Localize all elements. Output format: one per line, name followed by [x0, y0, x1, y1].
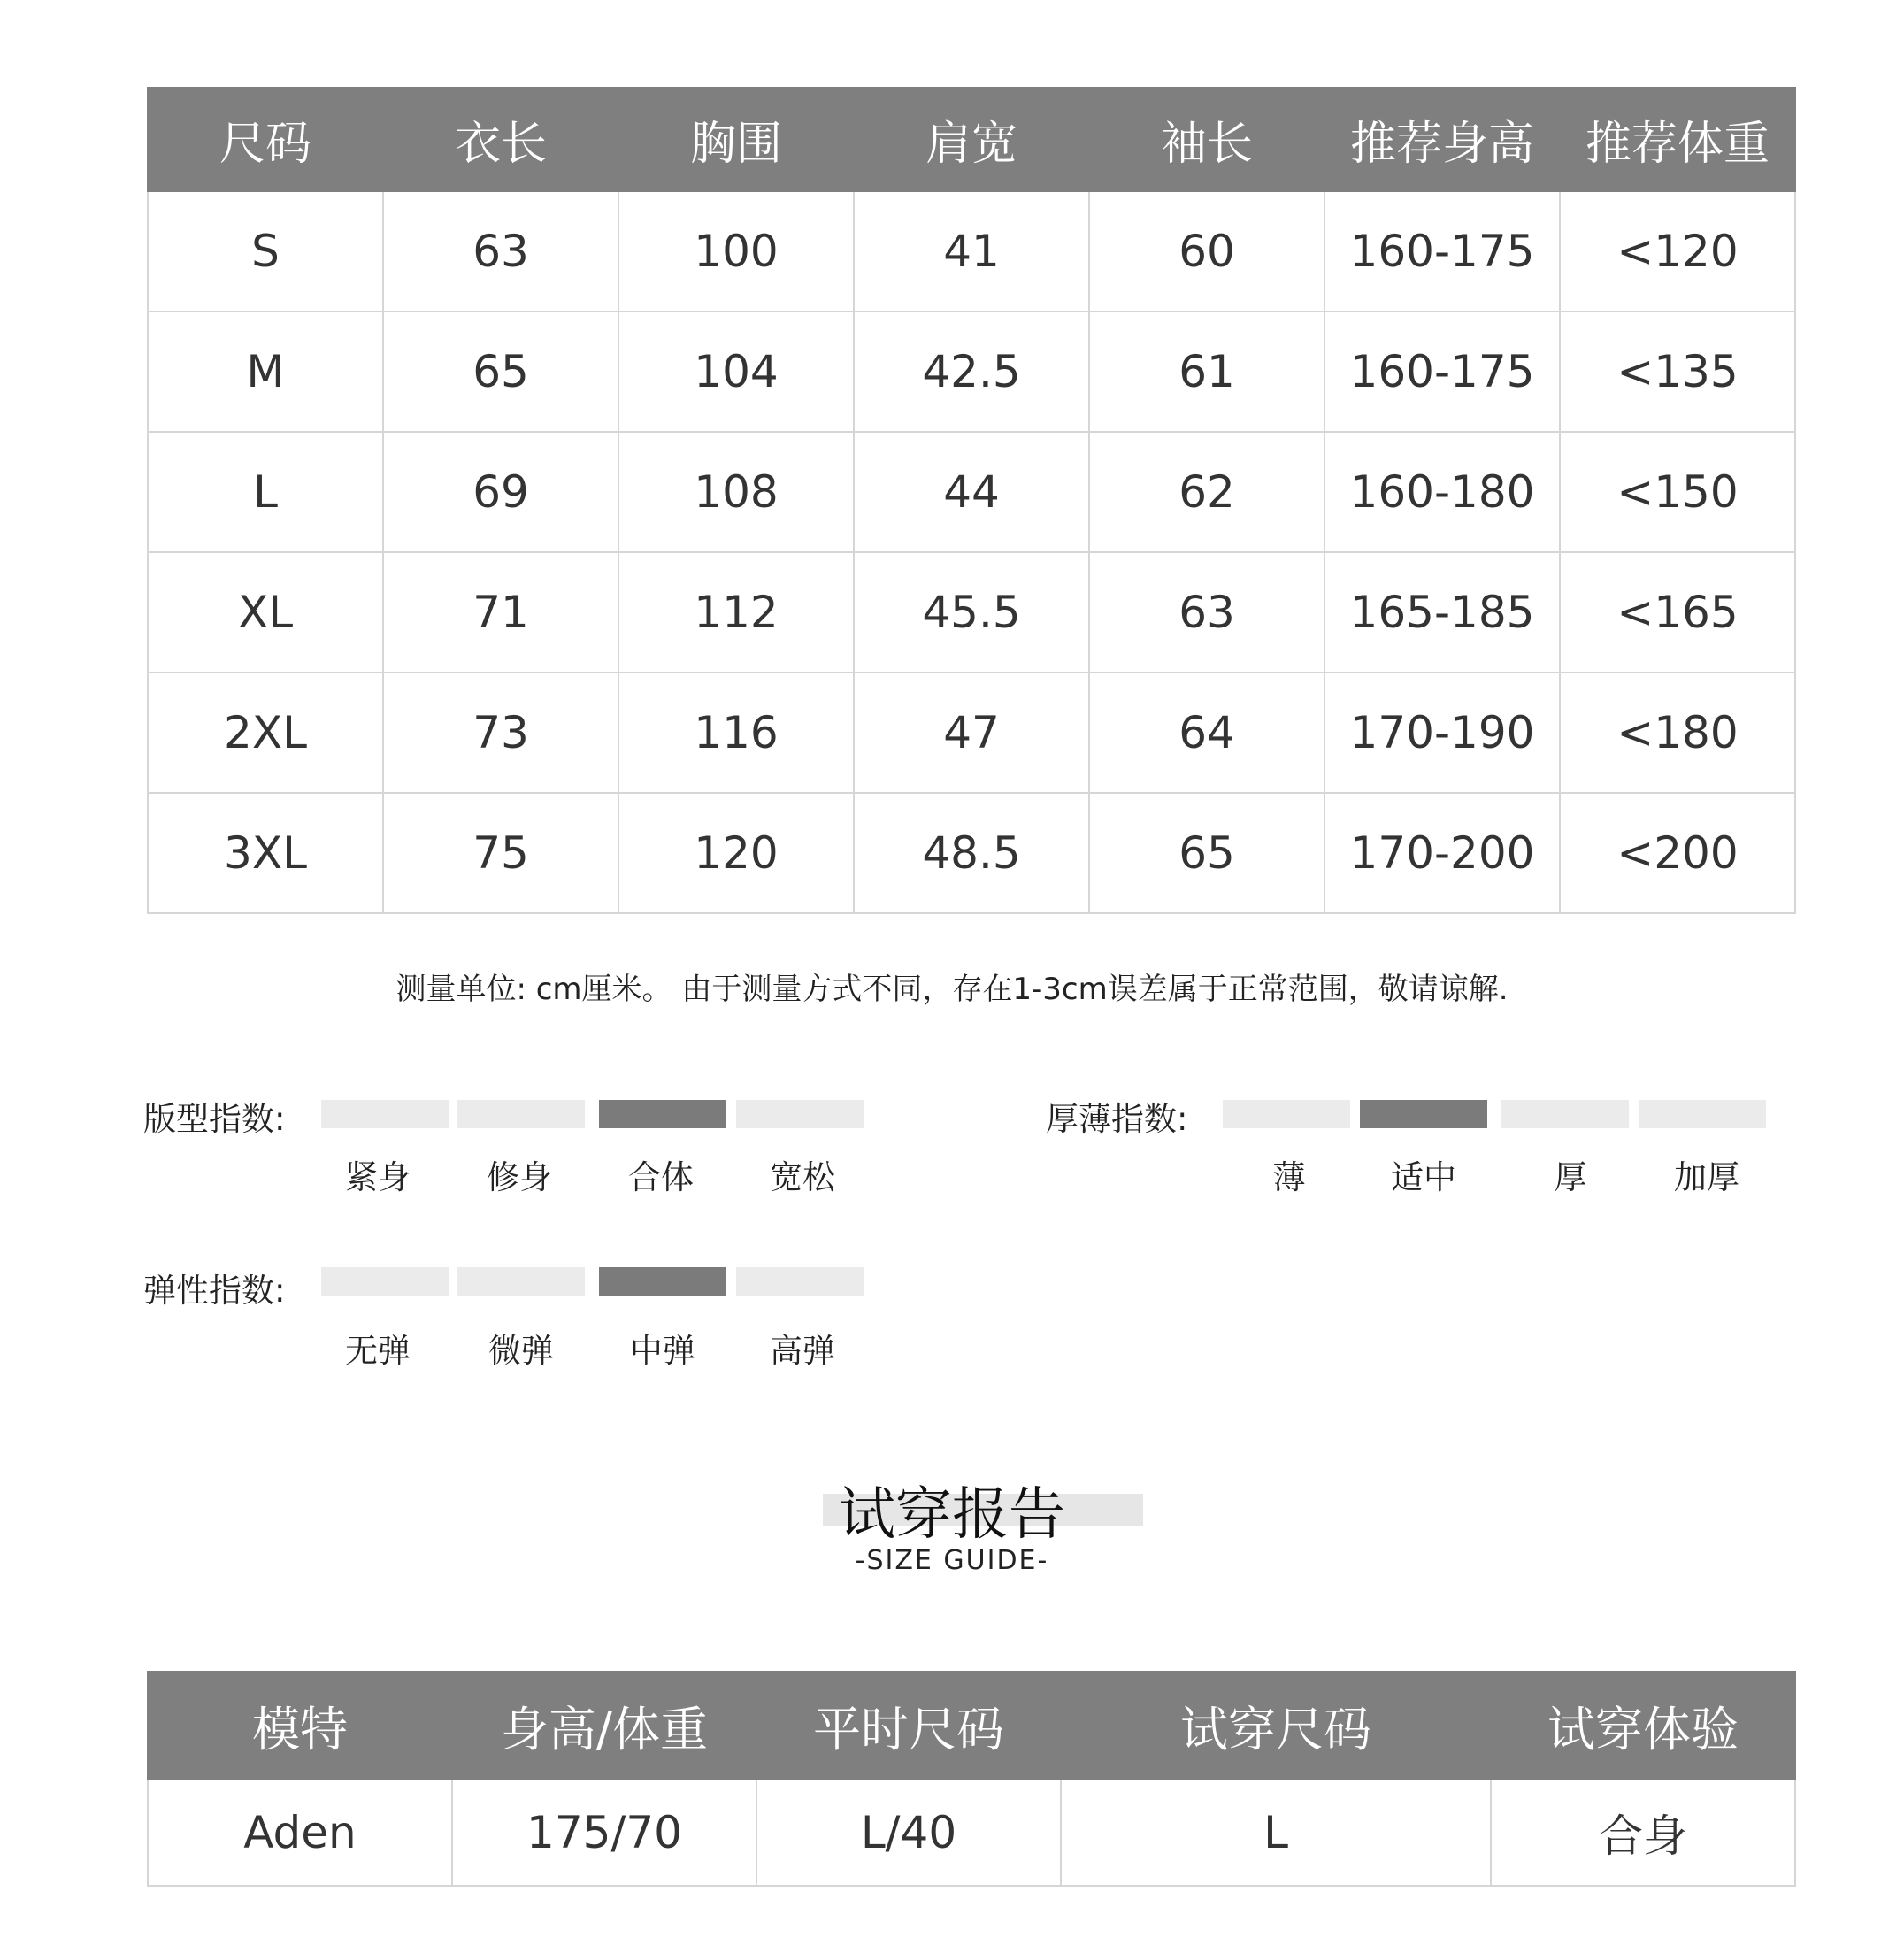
thickness-segment-1 — [1223, 1100, 1350, 1128]
elasticity-option-3: 中弹 — [630, 1332, 695, 1370]
cell-chest: 104 — [618, 311, 854, 432]
cell-sleeve: 63 — [1089, 552, 1324, 673]
cell-chest: 108 — [618, 432, 854, 552]
cell-size: 3XL — [148, 793, 383, 913]
table-row — [148, 191, 1795, 311]
cell-chest: 112 — [618, 552, 854, 673]
header-tried-size: 试穿尺码 — [1061, 1672, 1491, 1780]
cell-length: 71 — [383, 552, 618, 673]
cell-length: 63 — [383, 191, 618, 311]
fit-option-1: 紧身 — [345, 1158, 411, 1196]
cell-rec-height: 160-180 — [1324, 432, 1560, 552]
elasticity-segment-4 — [736, 1267, 864, 1296]
fit-segment-4 — [736, 1100, 864, 1128]
elasticity-index-label: 弹性指数: — [143, 1272, 286, 1310]
table-row — [148, 793, 1795, 913]
header-size: 尺码 — [148, 88, 383, 191]
cell-sleeve: 65 — [1089, 793, 1324, 913]
try-on-report-table — [147, 1671, 1796, 1887]
table-row — [148, 311, 1795, 432]
cell-size: 2XL — [148, 673, 383, 793]
thickness-index-label: 厚薄指数: — [1046, 1100, 1188, 1138]
size-chart-header-row — [148, 88, 1795, 191]
report-body — [148, 1780, 1795, 1886]
thickness-option-2: 适中 — [1391, 1158, 1456, 1196]
header-rec-weight: 推荐体重 — [1560, 88, 1795, 191]
fit-segment-1 — [321, 1100, 449, 1128]
elasticity-segment-1 — [321, 1267, 449, 1296]
thickness-segment-2 — [1360, 1100, 1487, 1128]
fit-segment-2 — [457, 1100, 585, 1128]
header-experience: 试穿体验 — [1491, 1672, 1795, 1780]
cell-rec-height: 160-175 — [1324, 191, 1560, 311]
cell-rec-weight: <200 — [1560, 793, 1795, 913]
cell-length: 65 — [383, 311, 618, 432]
cell-rec-weight: <135 — [1560, 311, 1795, 432]
cell-shoulder: 44 — [854, 432, 1089, 552]
cell-shoulder: 42.5 — [854, 311, 1089, 432]
elasticity-segment-3 — [599, 1267, 726, 1296]
cell-size: M — [148, 311, 383, 432]
table-row — [148, 673, 1795, 793]
elasticity-option-4: 高弹 — [770, 1332, 835, 1370]
cell-height-weight: 175/70 — [452, 1780, 756, 1886]
cell-length: 75 — [383, 793, 618, 913]
size-chart-table — [147, 87, 1796, 914]
cell-sleeve: 61 — [1089, 311, 1324, 432]
header-sleeve: 袖长 — [1089, 88, 1324, 191]
header-rec-height: 推荐身高 — [1324, 88, 1560, 191]
thickness-segment-4 — [1639, 1100, 1766, 1128]
cell-rec-height: 170-190 — [1324, 673, 1560, 793]
cell-model: Aden — [148, 1780, 452, 1886]
thickness-option-4: 加厚 — [1674, 1158, 1739, 1196]
header-usual-size: 平时尺码 — [756, 1672, 1061, 1780]
fit-option-4: 宽松 — [770, 1158, 835, 1196]
cell-size: XL — [148, 552, 383, 673]
header-chest: 胸围 — [618, 88, 854, 191]
cell-length: 69 — [383, 432, 618, 552]
elasticity-option-1: 无弹 — [345, 1332, 411, 1370]
cell-rec-weight: <165 — [1560, 552, 1795, 673]
fit-index-label: 版型指数: — [143, 1100, 286, 1138]
cell-length: 73 — [383, 673, 618, 793]
table-row — [148, 552, 1795, 673]
cell-size: L — [148, 432, 383, 552]
cell-chest: 100 — [618, 191, 854, 311]
size-chart-body — [148, 191, 1795, 913]
header-shoulder: 肩宽 — [854, 88, 1089, 191]
fit-segment-3 — [599, 1100, 726, 1128]
cell-rec-height: 160-175 — [1324, 311, 1560, 432]
cell-usual-size: L/40 — [756, 1780, 1061, 1886]
cell-shoulder: 45.5 — [854, 552, 1089, 673]
cell-size: S — [148, 191, 383, 311]
cell-sleeve: 60 — [1089, 191, 1324, 311]
elasticity-segment-2 — [457, 1267, 585, 1296]
cell-chest: 116 — [618, 673, 854, 793]
measurement-note: 测量单位: cm厘米。 由于测量方式不同，存在1-3cm误差属于正常范围，敬请谅解. — [395, 972, 1509, 1007]
cell-experience: 合身 — [1491, 1780, 1795, 1886]
fit-option-2: 修身 — [487, 1158, 552, 1196]
table-row — [148, 432, 1795, 552]
cell-rec-weight: <120 — [1560, 191, 1795, 311]
cell-rec-weight: <150 — [1560, 432, 1795, 552]
thickness-option-1: 薄 — [1272, 1158, 1306, 1196]
cell-rec-height: 165-185 — [1324, 552, 1560, 673]
report-header-row — [148, 1672, 1795, 1780]
cell-shoulder: 41 — [854, 191, 1089, 311]
cell-sleeve: 62 — [1089, 432, 1324, 552]
thickness-option-3: 厚 — [1554, 1158, 1587, 1196]
cell-shoulder: 48.5 — [854, 793, 1089, 913]
cell-rec-height: 170-200 — [1324, 793, 1560, 913]
header-length: 衣长 — [383, 88, 618, 191]
report-title: 试穿报告 — [839, 1482, 1065, 1548]
cell-rec-weight: <180 — [1560, 673, 1795, 793]
elasticity-option-2: 微弹 — [488, 1332, 554, 1370]
report-subtitle: -SIZE GUIDE- — [855, 1545, 1049, 1576]
header-height-weight: 身高/体重 — [452, 1672, 756, 1780]
fit-option-3: 合体 — [628, 1158, 694, 1196]
thickness-segment-3 — [1501, 1100, 1629, 1128]
cell-shoulder: 47 — [854, 673, 1089, 793]
cell-sleeve: 64 — [1089, 673, 1324, 793]
cell-chest: 120 — [618, 793, 854, 913]
table-row — [148, 1780, 1795, 1886]
cell-tried-size: L — [1061, 1780, 1491, 1886]
header-model: 模特 — [148, 1672, 452, 1780]
